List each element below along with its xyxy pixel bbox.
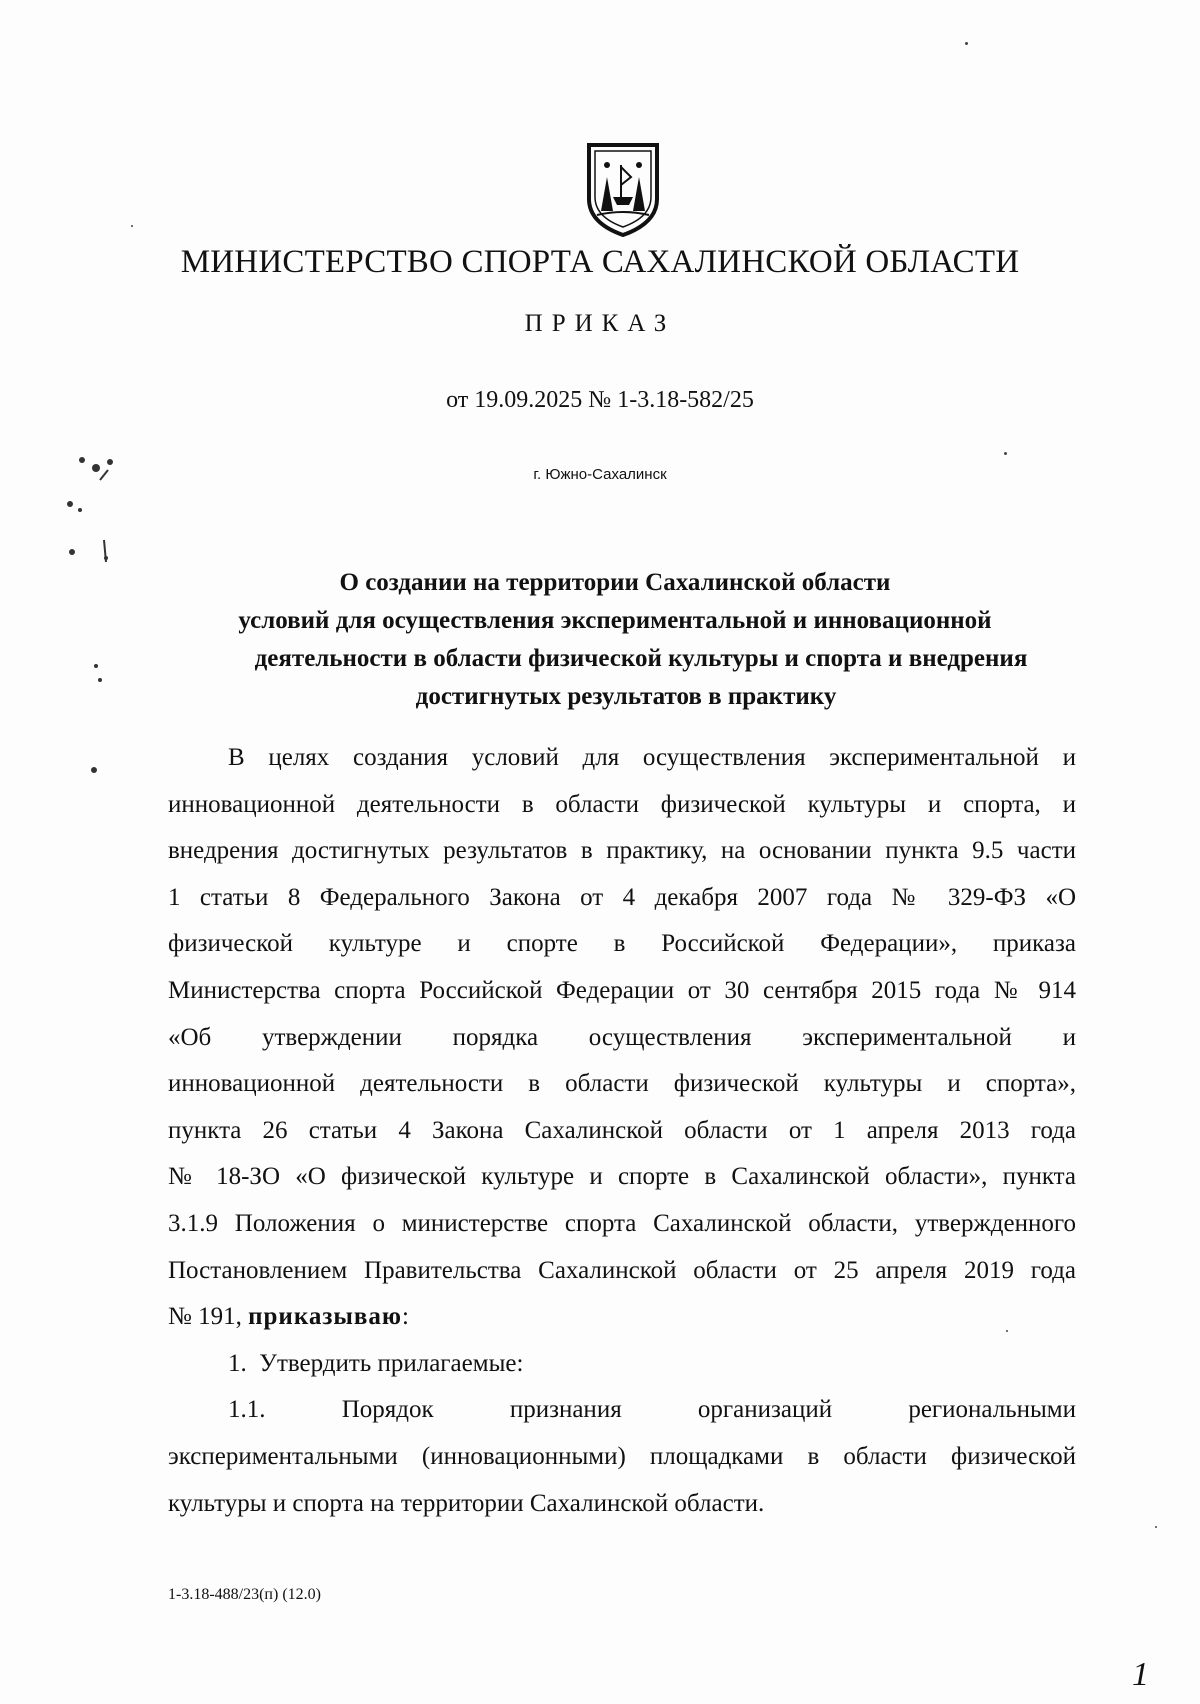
order-date-number: от 19.09.2025 № 1-3.18-582/25: [446, 387, 754, 413]
footer-doc-code: 1-3.18-488/23(п) (12.0): [168, 1586, 321, 1603]
item-1-1-line: культуры и спорта на территории Сахалинской области.: [168, 1489, 765, 1517]
item-1: 1. Утвердить прилагаемые:: [228, 1349, 524, 1377]
ministry-heading: МИНИСТЕРСТВО СПОРТА САХАЛИНСКОЙ ОБЛАСТИ: [180, 244, 1020, 280]
coat-of-arms-emblem: [583, 141, 663, 237]
title-line: достигнутых результатов в практику: [415, 683, 837, 710]
scan-speck: [965, 42, 968, 45]
order-body: [168, 735, 1076, 1527]
command-colon: :: [402, 1303, 409, 1331]
handwritten-page-mark: 1: [1132, 1656, 1149, 1693]
title-line: О создании на территории Сахалинской области: [339, 569, 891, 596]
item-1-1-line: экспериментальными (инновационными) площадками в области физической: [168, 1442, 1076, 1470]
scan-speck: [1006, 1330, 1008, 1332]
preamble-line: физической культуре и спорте в Российской Федерации», приказа: [168, 930, 1076, 958]
scan-speck: [1155, 1526, 1157, 1528]
preamble-end: № 191,: [168, 1303, 242, 1331]
preamble-line: Министерства спорта Российской Федерации от 30 сентября 2015 года № 914: [168, 976, 1076, 1004]
preamble-line: инновационной деятельности в области физической культуры и спорта, и: [168, 790, 1076, 818]
preamble-line: № 18-ЗО «О физической культуре и спорте в Сахалинской области», пункта: [168, 1163, 1076, 1191]
preamble-line: внедрения достигнутых результатов в практику, на основании пункта 9.5 части: [168, 837, 1076, 865]
issue-city: г. Южно-Сахалинск: [533, 466, 667, 483]
preamble-line: 3.1.9 Положения о министерстве спорта Сахалинской области, утвержденного: [168, 1209, 1076, 1237]
title-line: условий для осуществления экспериментальной и инновационной: [238, 607, 992, 634]
order-title: [150, 564, 1080, 716]
command-word: приказываю: [248, 1303, 403, 1331]
item-1-1-line: 1.1. Порядок признания организаций региональными: [228, 1396, 1076, 1424]
preamble-line: инновационной деятельности в области физической культуры и спорта»,: [168, 1070, 1076, 1098]
scan-speck: [1004, 452, 1007, 455]
scan-noise-marks: [30, 440, 140, 800]
preamble-line: Постановлением Правительства Сахалинской области от 25 апреля 2019 года: [168, 1256, 1076, 1284]
preamble-final-line: [168, 1294, 1076, 1341]
preamble-line: пункта 26 статьи 4 Закона Сахалинской области от 1 апреля 2013 года: [168, 1116, 1076, 1144]
preamble-line: В целях создания условий для осуществления экспериментальной и: [228, 744, 1076, 771]
scan-speck: [131, 225, 133, 227]
preamble-line: «Об утверждении порядка осуществления экспериментальной и: [168, 1023, 1076, 1051]
preamble-line: 1 статьи 8 Федерального Закона от 4 декабря 2007 года № 329-ФЗ «О: [168, 883, 1076, 911]
document-type-heading: ПРИКАЗ: [524, 310, 676, 337]
title-line: деятельности в области физической культуры и спорта и внедрения: [254, 645, 1028, 672]
